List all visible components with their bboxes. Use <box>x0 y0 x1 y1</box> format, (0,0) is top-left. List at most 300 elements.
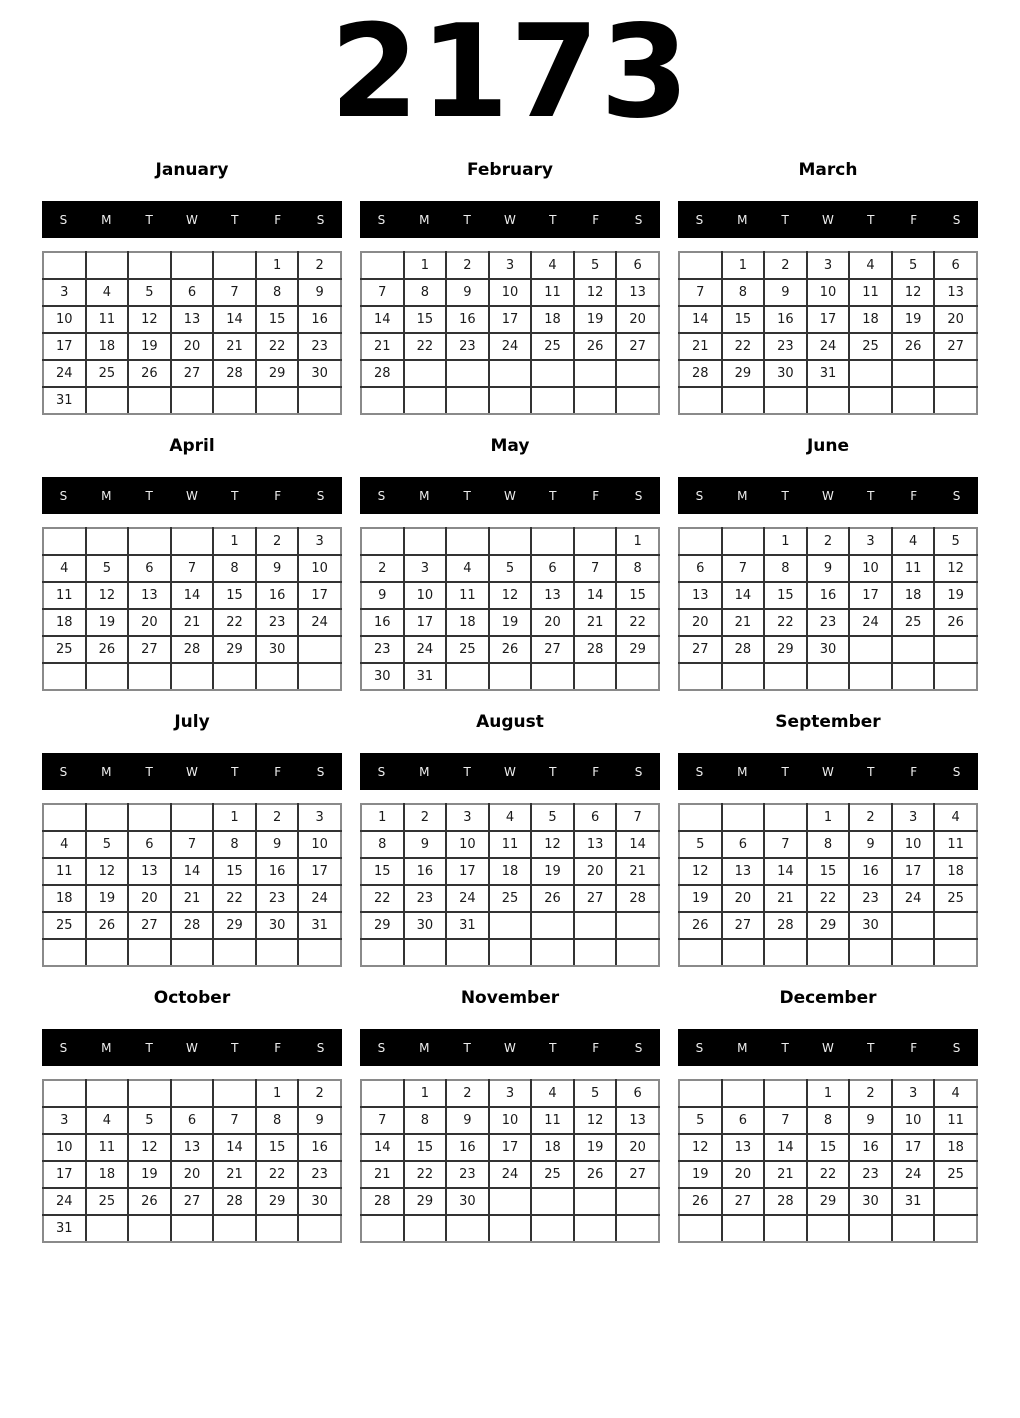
day-cell: 9 <box>849 1107 892 1134</box>
weekday-label: M <box>419 764 430 779</box>
day-cell: 2 <box>298 252 341 279</box>
day-cell <box>171 1215 214 1242</box>
day-cell: 13 <box>574 831 617 858</box>
day-cell: 13 <box>128 582 171 609</box>
day-cell: 3 <box>807 252 850 279</box>
day-cell: 24 <box>298 885 341 912</box>
day-cell <box>807 387 850 414</box>
calendar-table <box>42 527 342 691</box>
day-cell <box>574 939 617 966</box>
day-cell <box>43 804 86 831</box>
weekday-label: M <box>419 488 430 503</box>
weekday-label: T <box>463 488 471 503</box>
weekday-label: M <box>101 764 112 779</box>
weekday-label: T <box>549 764 557 779</box>
day-cell: 9 <box>298 1107 341 1134</box>
week-row <box>361 939 659 966</box>
day-cell: 16 <box>764 306 807 333</box>
day-cell: 11 <box>531 1107 574 1134</box>
calendar-table <box>678 527 978 691</box>
day-cell: 15 <box>404 306 447 333</box>
day-cell: 20 <box>128 885 171 912</box>
day-cell: 13 <box>128 858 171 885</box>
day-cell: 9 <box>446 279 489 306</box>
weekday-header-bar <box>360 201 660 238</box>
day-cell <box>213 387 256 414</box>
day-cell: 3 <box>43 279 86 306</box>
day-cell: 8 <box>404 1107 447 1134</box>
day-cell: 29 <box>722 360 765 387</box>
day-cell: 18 <box>86 1161 129 1188</box>
day-cell: 21 <box>171 609 214 636</box>
day-cell: 24 <box>446 885 489 912</box>
day-cell: 9 <box>298 279 341 306</box>
day-cell: 19 <box>892 306 935 333</box>
day-cell <box>574 528 617 555</box>
day-cell: 25 <box>489 885 532 912</box>
day-cell: 22 <box>807 885 850 912</box>
weekday-label: F <box>274 764 282 779</box>
week-row <box>679 555 977 582</box>
day-cell: 11 <box>43 582 86 609</box>
day-cell: 20 <box>616 1134 659 1161</box>
day-cell: 19 <box>574 1134 617 1161</box>
day-cell: 18 <box>531 306 574 333</box>
weekday-header-bar <box>42 201 342 238</box>
day-cell: 21 <box>679 333 722 360</box>
weekday-label: F <box>910 488 918 503</box>
day-cell: 19 <box>574 306 617 333</box>
day-cell: 22 <box>256 333 299 360</box>
day-cell: 25 <box>849 333 892 360</box>
day-cell: 9 <box>849 831 892 858</box>
day-cell: 14 <box>722 582 765 609</box>
day-cell: 2 <box>361 555 404 582</box>
day-cell: 14 <box>361 1134 404 1161</box>
weekday-label: T <box>781 764 789 779</box>
day-cell: 25 <box>934 1161 977 1188</box>
day-cell: 6 <box>574 804 617 831</box>
weekday-label: M <box>419 212 430 227</box>
week-row <box>43 333 341 360</box>
day-cell <box>446 939 489 966</box>
weekday-label: W <box>504 212 516 227</box>
weekday-label: W <box>504 1040 516 1055</box>
day-cell <box>722 1215 765 1242</box>
day-cell: 4 <box>43 555 86 582</box>
day-cell: 16 <box>256 582 299 609</box>
day-cell: 10 <box>43 1134 86 1161</box>
day-cell: 14 <box>361 306 404 333</box>
day-cell <box>86 663 129 690</box>
weekday-label: W <box>186 212 198 227</box>
day-cell: 9 <box>807 555 850 582</box>
day-cell <box>171 252 214 279</box>
day-cell: 8 <box>256 1107 299 1134</box>
day-cell: 4 <box>934 1080 977 1107</box>
day-cell: 1 <box>256 1080 299 1107</box>
day-cell: 5 <box>892 252 935 279</box>
weekday-label: W <box>822 488 834 503</box>
week-row <box>43 555 341 582</box>
day-cell: 30 <box>404 912 447 939</box>
day-cell: 6 <box>616 1080 659 1107</box>
day-cell: 13 <box>934 279 977 306</box>
day-cell: 1 <box>722 252 765 279</box>
week-row <box>43 885 341 912</box>
day-cell: 3 <box>892 804 935 831</box>
day-cell <box>361 387 404 414</box>
week-row <box>679 387 977 414</box>
week-row <box>43 279 341 306</box>
day-cell <box>171 804 214 831</box>
day-cell <box>86 387 129 414</box>
day-cell <box>256 663 299 690</box>
day-cell <box>446 1215 489 1242</box>
day-cell: 29 <box>807 1188 850 1215</box>
day-cell: 23 <box>361 636 404 663</box>
day-cell: 23 <box>764 333 807 360</box>
day-cell: 8 <box>807 1107 850 1134</box>
week-row <box>679 609 977 636</box>
day-cell: 6 <box>722 831 765 858</box>
weekday-label: S <box>59 488 68 503</box>
day-cell <box>764 939 807 966</box>
day-cell: 3 <box>298 528 341 555</box>
weekday-label: F <box>274 1040 282 1055</box>
month-block-june <box>678 436 978 691</box>
day-cell <box>892 912 935 939</box>
day-cell: 29 <box>256 360 299 387</box>
day-cell <box>574 387 617 414</box>
month-block-december <box>678 988 978 1243</box>
day-cell <box>892 663 935 690</box>
day-cell <box>256 939 299 966</box>
day-cell <box>128 528 171 555</box>
calendar-table <box>42 1079 342 1243</box>
week-row <box>679 885 977 912</box>
day-cell: 6 <box>171 1107 214 1134</box>
week-row <box>361 636 659 663</box>
month-block-may <box>360 436 660 691</box>
weekday-label: W <box>822 764 834 779</box>
day-cell: 21 <box>764 1161 807 1188</box>
day-cell: 19 <box>679 885 722 912</box>
weekday-label: S <box>59 1040 68 1055</box>
calendar-table <box>678 803 978 967</box>
weekday-label: T <box>231 764 239 779</box>
day-cell <box>361 252 404 279</box>
day-cell: 11 <box>43 858 86 885</box>
day-cell: 8 <box>256 279 299 306</box>
day-cell: 30 <box>446 1188 489 1215</box>
day-cell: 29 <box>404 1188 447 1215</box>
day-cell: 30 <box>298 1188 341 1215</box>
day-cell <box>679 939 722 966</box>
week-row <box>679 1080 977 1107</box>
day-cell: 5 <box>679 1107 722 1134</box>
week-row <box>679 279 977 306</box>
week-row <box>679 528 977 555</box>
day-cell <box>849 1215 892 1242</box>
week-row <box>361 333 659 360</box>
day-cell: 24 <box>489 333 532 360</box>
day-cell: 27 <box>722 912 765 939</box>
day-cell: 11 <box>489 831 532 858</box>
day-cell <box>298 939 341 966</box>
day-cell <box>86 1080 129 1107</box>
day-cell <box>489 912 532 939</box>
weekday-label: S <box>316 488 325 503</box>
calendar-table <box>42 803 342 967</box>
day-cell: 26 <box>86 912 129 939</box>
weekday-label: S <box>377 1040 386 1055</box>
day-cell <box>86 939 129 966</box>
day-cell: 15 <box>616 582 659 609</box>
day-cell: 24 <box>298 609 341 636</box>
day-cell: 30 <box>256 912 299 939</box>
day-cell: 20 <box>934 306 977 333</box>
day-cell: 29 <box>213 636 256 663</box>
weekday-label: M <box>737 1040 748 1055</box>
week-row <box>361 1188 659 1215</box>
day-cell <box>404 528 447 555</box>
day-cell <box>171 663 214 690</box>
day-cell: 2 <box>764 252 807 279</box>
week-row <box>679 858 977 885</box>
month-title: November <box>460 988 560 1009</box>
day-cell: 12 <box>934 555 977 582</box>
weekday-label: T <box>145 1040 153 1055</box>
day-cell: 6 <box>128 555 171 582</box>
week-row <box>43 804 341 831</box>
day-cell: 31 <box>298 912 341 939</box>
month-block-august <box>360 712 660 967</box>
weekday-label: F <box>592 488 600 503</box>
week-row <box>361 528 659 555</box>
day-cell: 4 <box>446 555 489 582</box>
day-cell: 9 <box>446 1107 489 1134</box>
weekday-label: S <box>695 1040 704 1055</box>
day-cell: 26 <box>86 636 129 663</box>
day-cell: 20 <box>679 609 722 636</box>
day-cell: 14 <box>574 582 617 609</box>
day-cell <box>128 252 171 279</box>
weekday-header-bar <box>42 1029 342 1066</box>
weekday-label: W <box>504 488 516 503</box>
week-row <box>679 636 977 663</box>
day-cell: 25 <box>892 609 935 636</box>
day-cell: 29 <box>764 636 807 663</box>
day-cell: 22 <box>404 333 447 360</box>
day-cell: 17 <box>446 858 489 885</box>
day-cell: 30 <box>256 636 299 663</box>
day-cell: 10 <box>892 831 935 858</box>
day-cell: 28 <box>361 360 404 387</box>
day-cell <box>489 528 532 555</box>
day-cell <box>679 1215 722 1242</box>
day-cell: 14 <box>764 1134 807 1161</box>
day-cell <box>298 663 341 690</box>
day-cell: 19 <box>679 1161 722 1188</box>
day-cell <box>764 804 807 831</box>
month-title: January <box>155 160 229 181</box>
week-row <box>43 663 341 690</box>
weekday-label: T <box>145 212 153 227</box>
week-row <box>43 1107 341 1134</box>
day-cell: 24 <box>489 1161 532 1188</box>
day-cell: 10 <box>807 279 850 306</box>
day-cell: 27 <box>722 1188 765 1215</box>
day-cell <box>616 360 659 387</box>
day-cell: 3 <box>489 1080 532 1107</box>
day-cell <box>171 528 214 555</box>
month-block-november <box>360 988 660 1243</box>
week-row <box>361 360 659 387</box>
week-row <box>361 912 659 939</box>
day-cell: 26 <box>679 912 722 939</box>
calendar-table <box>360 803 660 967</box>
day-cell: 26 <box>679 1188 722 1215</box>
day-cell: 18 <box>446 609 489 636</box>
weekday-label: M <box>101 1040 112 1055</box>
day-cell <box>934 360 977 387</box>
day-cell <box>531 939 574 966</box>
week-row <box>361 252 659 279</box>
weekday-label: M <box>737 764 748 779</box>
week-row <box>43 1215 341 1242</box>
day-cell: 23 <box>849 885 892 912</box>
month-title: February <box>466 160 554 181</box>
week-row <box>361 663 659 690</box>
day-cell: 27 <box>171 1188 214 1215</box>
week-row <box>43 1134 341 1161</box>
day-cell: 10 <box>404 582 447 609</box>
week-row <box>43 1188 341 1215</box>
day-cell: 16 <box>256 858 299 885</box>
day-cell <box>404 939 447 966</box>
day-cell <box>574 663 617 690</box>
day-cell <box>43 1080 86 1107</box>
week-row <box>679 582 977 609</box>
year-title: 2173 <box>329 0 691 147</box>
day-cell <box>892 1215 935 1242</box>
week-row <box>43 636 341 663</box>
week-row <box>361 555 659 582</box>
day-cell <box>171 387 214 414</box>
day-cell: 5 <box>574 252 617 279</box>
day-cell <box>679 663 722 690</box>
weekday-label: S <box>695 488 704 503</box>
day-cell <box>128 663 171 690</box>
week-row <box>361 387 659 414</box>
day-cell <box>574 1215 617 1242</box>
day-cell: 25 <box>86 360 129 387</box>
day-cell: 14 <box>213 1134 256 1161</box>
day-cell <box>298 1215 341 1242</box>
day-cell: 7 <box>764 831 807 858</box>
day-cell: 19 <box>489 609 532 636</box>
day-cell: 7 <box>722 555 765 582</box>
weekday-label: S <box>634 212 643 227</box>
day-cell: 15 <box>361 858 404 885</box>
day-cell: 28 <box>616 885 659 912</box>
weekday-label: M <box>737 488 748 503</box>
day-cell <box>764 387 807 414</box>
day-cell <box>531 663 574 690</box>
day-cell: 10 <box>489 1107 532 1134</box>
day-cell: 20 <box>722 1161 765 1188</box>
week-row <box>679 1215 977 1242</box>
day-cell <box>446 360 489 387</box>
day-cell: 13 <box>171 306 214 333</box>
day-cell <box>679 1080 722 1107</box>
day-cell: 22 <box>764 609 807 636</box>
day-cell: 2 <box>849 804 892 831</box>
day-cell: 20 <box>574 858 617 885</box>
day-cell: 4 <box>849 252 892 279</box>
day-cell: 27 <box>128 636 171 663</box>
weekday-label: S <box>952 212 961 227</box>
weekday-label: S <box>316 764 325 779</box>
day-cell: 10 <box>298 555 341 582</box>
weekday-label: M <box>419 1040 430 1055</box>
day-cell: 6 <box>128 831 171 858</box>
day-cell: 12 <box>86 858 129 885</box>
day-cell <box>361 528 404 555</box>
day-cell: 11 <box>531 279 574 306</box>
weekday-label: M <box>737 212 748 227</box>
day-cell: 15 <box>256 306 299 333</box>
day-cell: 8 <box>404 279 447 306</box>
day-cell: 28 <box>764 912 807 939</box>
day-cell <box>616 663 659 690</box>
day-cell <box>934 912 977 939</box>
day-cell: 23 <box>256 885 299 912</box>
weekday-label: S <box>316 212 325 227</box>
day-cell: 6 <box>171 279 214 306</box>
day-cell <box>616 912 659 939</box>
day-cell: 5 <box>574 1080 617 1107</box>
day-cell <box>574 1188 617 1215</box>
day-cell: 9 <box>764 279 807 306</box>
day-cell <box>679 528 722 555</box>
day-cell: 25 <box>86 1188 129 1215</box>
day-cell <box>934 1215 977 1242</box>
day-cell: 27 <box>574 885 617 912</box>
day-cell <box>722 804 765 831</box>
day-cell <box>86 804 129 831</box>
weekday-label: F <box>910 212 918 227</box>
week-row <box>679 252 977 279</box>
day-cell: 13 <box>616 279 659 306</box>
calendar-table <box>360 251 660 415</box>
calendar-table <box>678 251 978 415</box>
day-cell: 27 <box>679 636 722 663</box>
day-cell: 9 <box>256 831 299 858</box>
day-cell: 3 <box>489 252 532 279</box>
weekday-label: S <box>59 764 68 779</box>
day-cell: 16 <box>849 858 892 885</box>
day-cell: 2 <box>256 804 299 831</box>
day-cell: 5 <box>128 1107 171 1134</box>
day-cell: 18 <box>934 1134 977 1161</box>
day-cell: 21 <box>171 885 214 912</box>
day-cell: 1 <box>404 1080 447 1107</box>
day-cell <box>43 252 86 279</box>
weekday-label: S <box>634 488 643 503</box>
day-cell: 8 <box>361 831 404 858</box>
